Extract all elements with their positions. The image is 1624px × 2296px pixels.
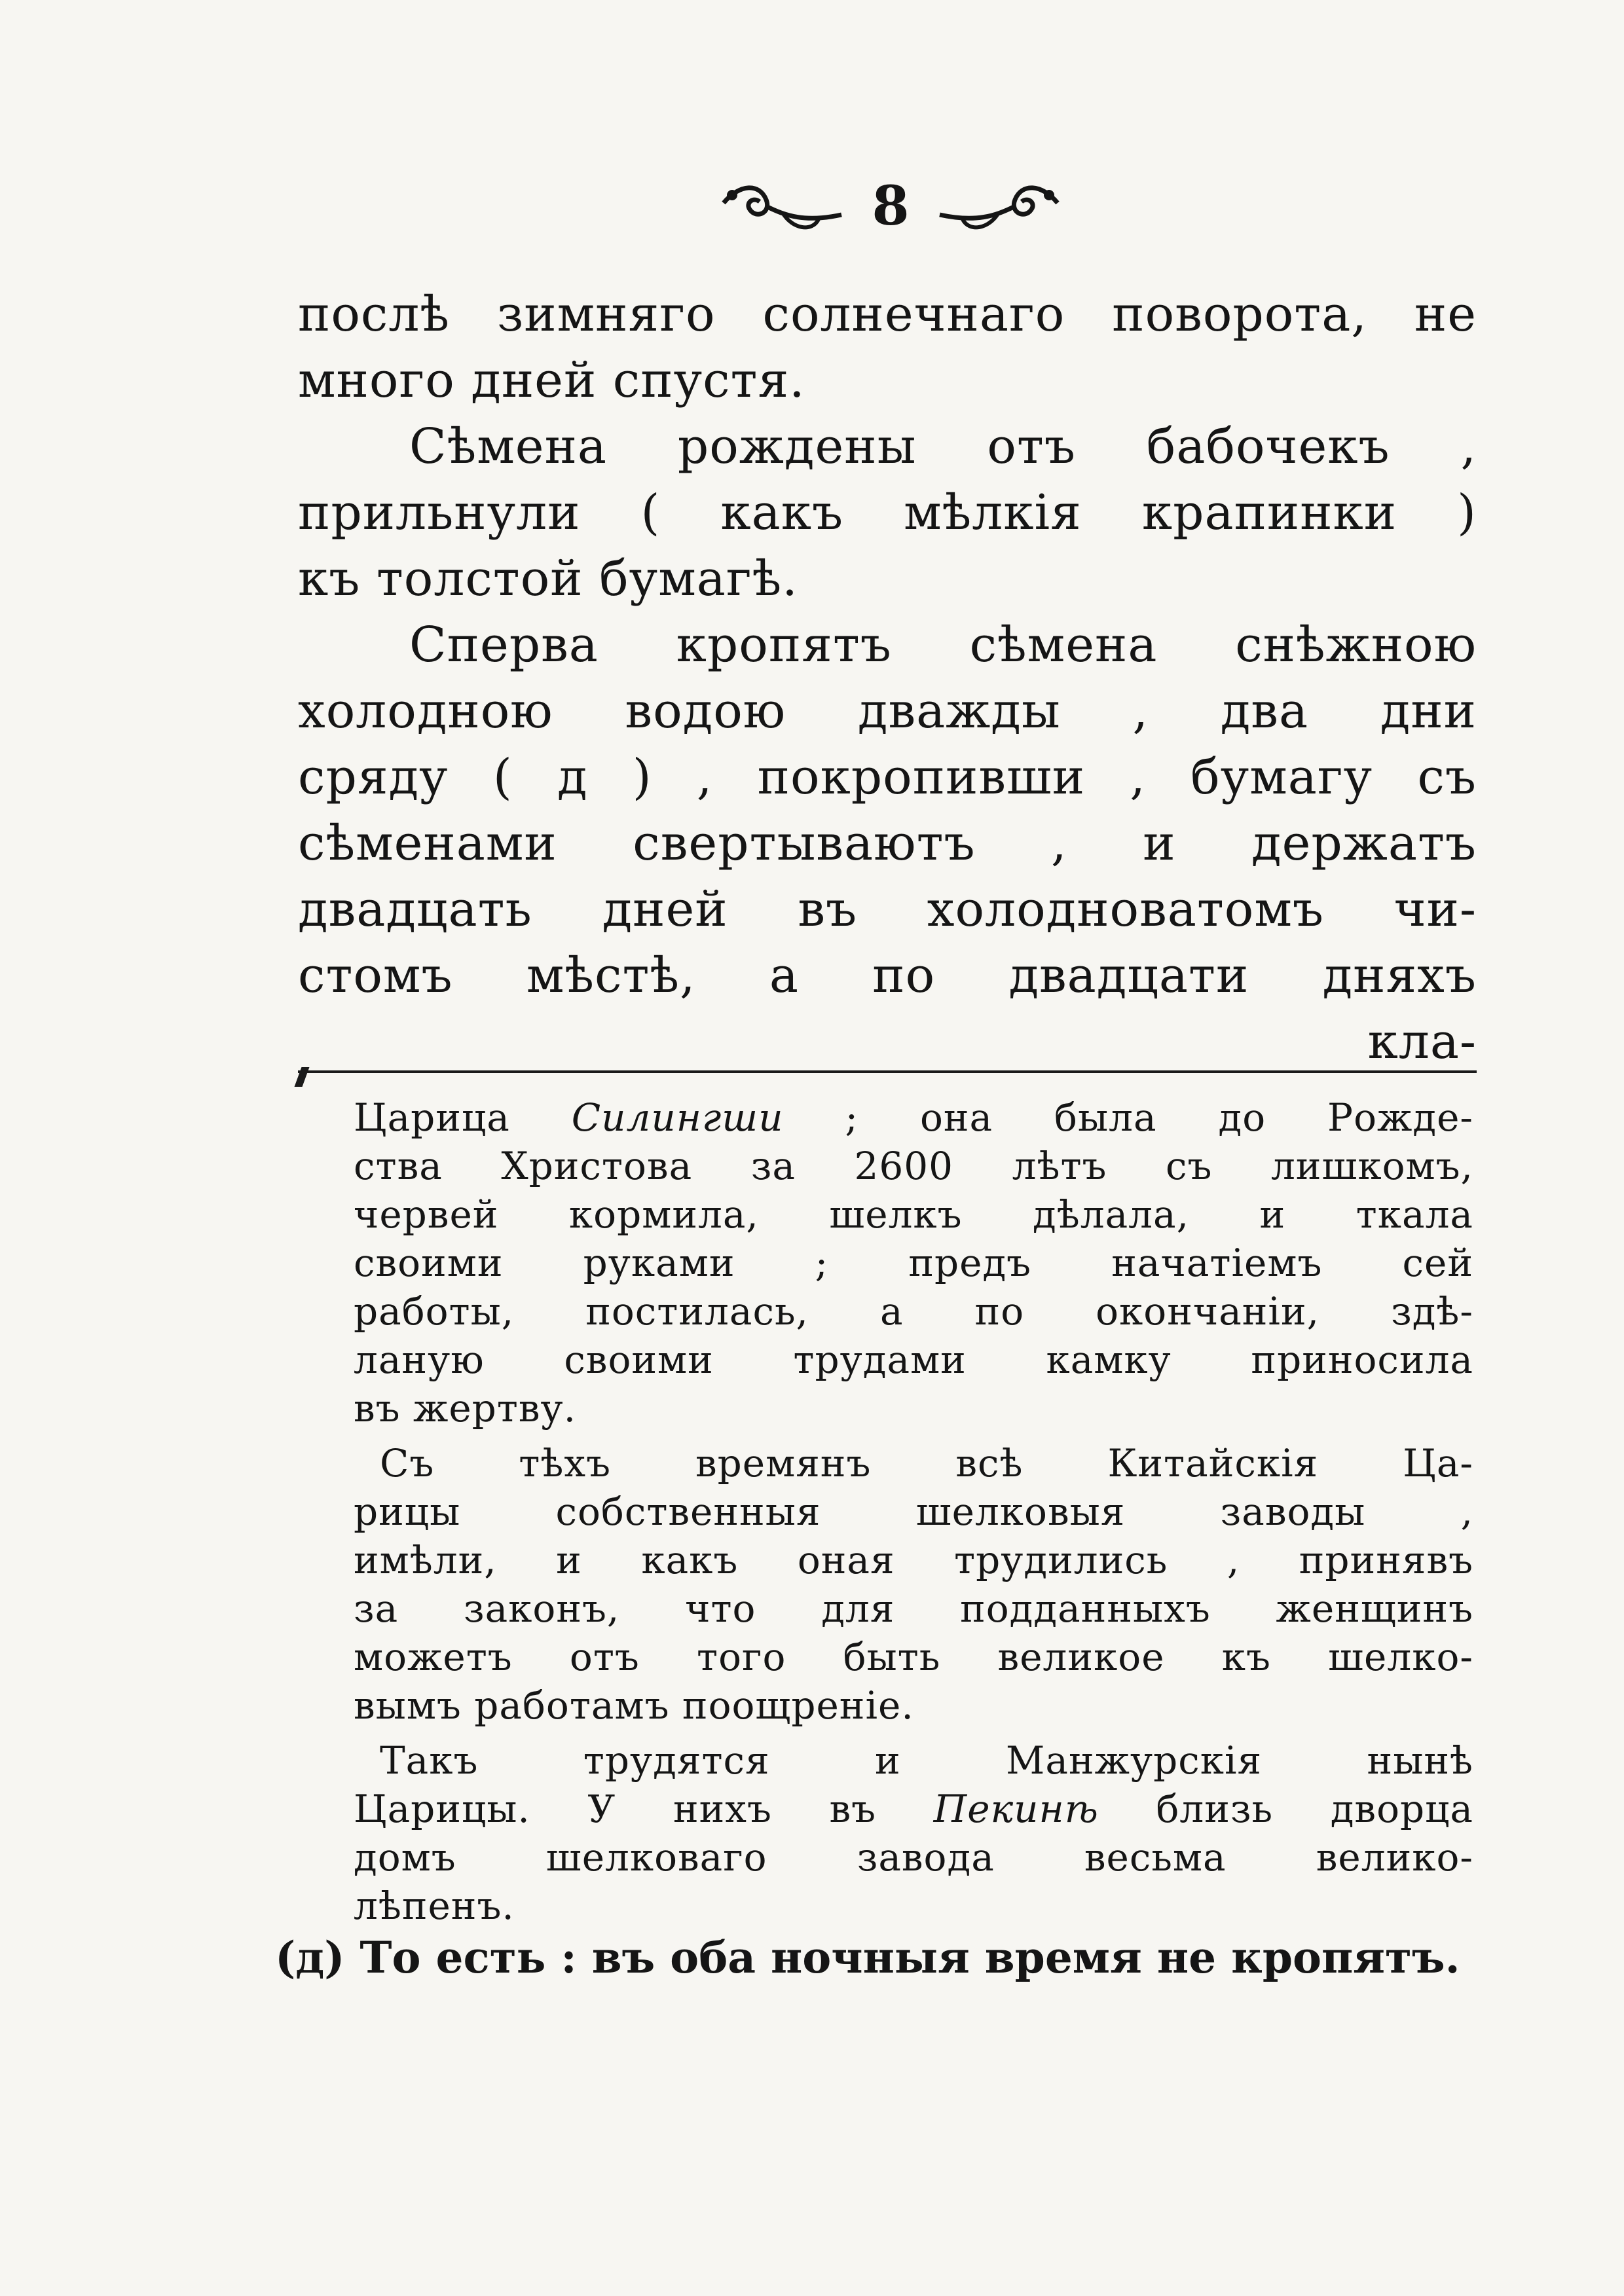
footnote-line: лѣпенъ.	[354, 1884, 515, 1928]
footnote-line: ства Христова за 2600 лѣтъ съ лишкомъ,	[354, 1144, 1473, 1188]
page-number: 8	[872, 175, 910, 238]
footnote-line: Съ тѣхъ времянъ всѣ Китайскія Ца-	[380, 1441, 1473, 1485]
text-line: стомъ мѣстѣ, а по двадцати дняхъ	[298, 947, 1477, 1004]
footnote-line: имѣли, и какъ оная трудились , принявъ	[354, 1538, 1473, 1582]
text-line: прильнули ( какъ мѣлкія крапинки )	[298, 484, 1477, 541]
footnote-text: Царицы. У нихъ въ	[354, 1787, 934, 1831]
footnote-text: близь дворца	[1098, 1787, 1473, 1831]
footnote-line: своими руками ; предъ начатіемъ сей	[354, 1241, 1473, 1285]
empress-name: Силингши	[571, 1095, 784, 1140]
footnote-line: можетъ отъ того быть великое къ шелко-	[354, 1635, 1473, 1679]
footnote-line: ланую своими трудами камку приносила	[354, 1338, 1473, 1382]
text-line: Сперва кропятъ сѣмена снѣжною	[409, 617, 1477, 673]
flourish-ornament-icon	[936, 177, 1061, 236]
page-header	[720, 164, 1061, 249]
footnote-line	[354, 1785, 1473, 1833]
footnote-line: домъ шелковаго завода весьма велико-	[354, 1835, 1473, 1880]
footnote-line	[354, 1093, 1473, 1142]
text-line: много дней спустя.	[298, 352, 805, 409]
footnote-line: Такъ трудятся и Манжурскія нынѣ	[380, 1738, 1473, 1783]
text-line: сѣменами свертываютъ , и держатъ	[298, 815, 1477, 871]
text-line: къ толстой бумагѣ.	[298, 551, 798, 607]
footnote-line: вымъ работамъ поощреніе.	[354, 1683, 914, 1728]
footnote-line: въ жертву.	[354, 1386, 577, 1430]
text-line: холодною водою дважды , два дни	[298, 683, 1477, 739]
footnote-line: за законъ, что для подданныхъ женщинъ	[354, 1586, 1473, 1631]
footnote-rule	[298, 1070, 1477, 1073]
footnote-line: рицы собственныя шелковыя заводы ,	[354, 1489, 1473, 1534]
text-line: Сѣмена рождены отъ бабочекъ ,	[409, 418, 1477, 475]
text-line: послѣ зимняго солнечнаго поворота, не	[298, 286, 1477, 342]
city-name: Пекинѣ	[933, 1787, 1099, 1831]
footnote-line: работы, постилась, а по окончаніи, здѣ-	[354, 1289, 1473, 1334]
flourish-ornament-icon	[720, 177, 845, 236]
main-text	[298, 282, 1477, 1075]
text-line: двадцать дней въ холодноватомъ чи-	[298, 881, 1477, 938]
footnote	[354, 1093, 1473, 1930]
text-line: сряду ( д ) , покропивши , бумагу съ	[298, 749, 1477, 805]
footnote-text: Царица	[354, 1095, 572, 1140]
footnote-line: червей кормила, шелкъ дѣлала, и ткала	[354, 1192, 1473, 1237]
catchword: кла-	[1367, 1013, 1477, 1070]
footnote-text: ; она была до Рожде-	[783, 1095, 1473, 1140]
note-d: (д) То есть : въ оба ночныя время не кропятъ.	[275, 1932, 1460, 1983]
